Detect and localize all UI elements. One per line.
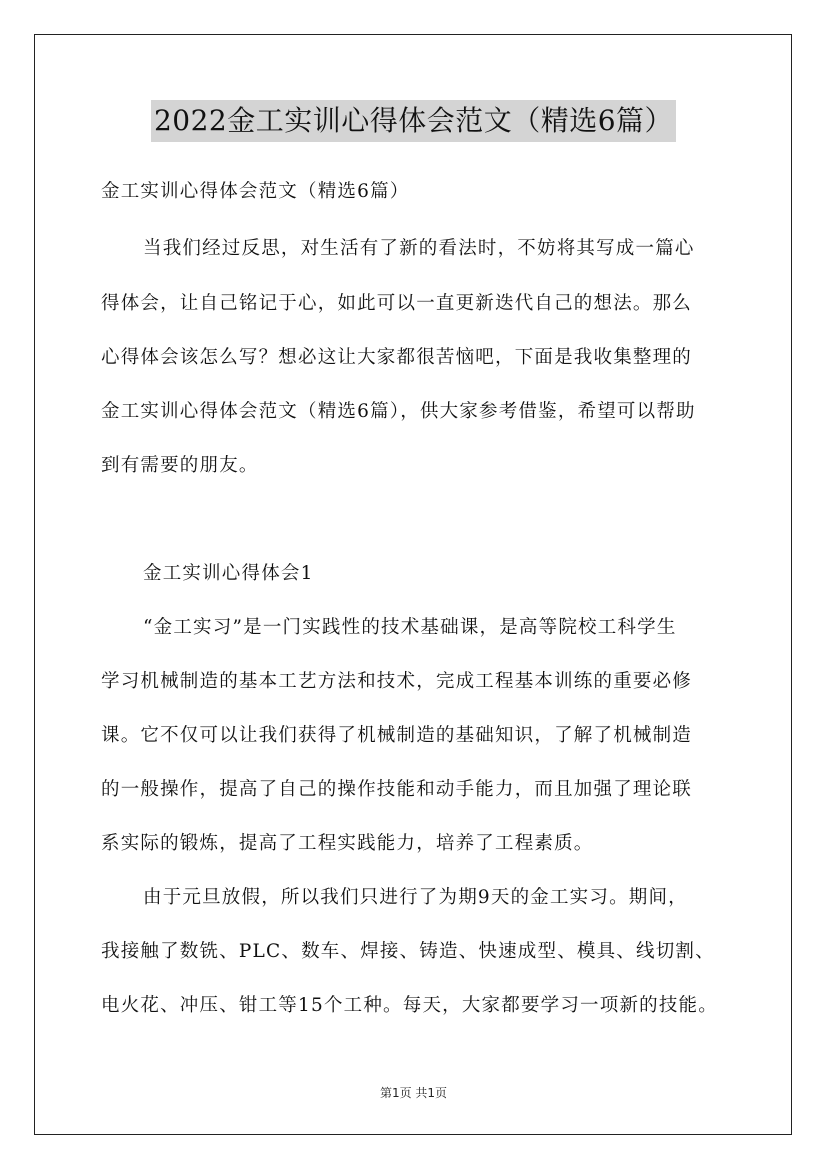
intro-line-4: 金工实训心得体会范文（精选6篇），供大家参考借鉴，希望可以帮助 xyxy=(101,401,696,422)
paragraph2-line-3: 电火花、冲压、钳工等15个工种。每天，大家都要学习一项新的技能。 xyxy=(101,995,718,1016)
paragraph-line-4: 的一般操作，提高了自己的操作技能和动手能力，而且加强了理论联 xyxy=(101,779,693,800)
intro-line-5: 到有需要的朋友。 xyxy=(101,455,259,476)
document-title: 2022金工实训心得体会范文（精选6篇） xyxy=(151,100,676,142)
paragraph-line-5: 系实际的锻炼，提高了工程实践能力，培养了工程素质。 xyxy=(101,833,594,854)
section-heading: 金工实训心得体会1 xyxy=(143,563,314,584)
paragraph2-line-1: 由于元旦放假，所以我们只进行了为期9天的金工实习。期间， xyxy=(143,887,688,908)
paragraph-line-3: 课。它不仅可以让我们获得了机械制造的基础知识，了解了机械制造 xyxy=(101,725,693,746)
intro-line-2: 得体会，让自己铭记于心，如此可以一直更新迭代自己的想法。那么 xyxy=(101,293,693,314)
intro-line-1: 当我们经过反思，对生活有了新的看法时，不妨将其写成一篇心 xyxy=(143,238,695,259)
paragraph-line-1: “金工实习”是一门实践性的技术基础课，是高等院校工科学生 xyxy=(143,617,677,638)
title-container xyxy=(0,100,827,142)
subtitle: 金工实训心得体会范文（精选6篇） xyxy=(101,181,410,202)
paragraph2-line-2: 我接触了数铣、PLC、数车、焊接、铸造、快速成型、模具、线切割、 xyxy=(101,941,715,962)
page-footer: 第1页 共1页 xyxy=(379,1086,448,1100)
paragraph-line-2: 学习机械制造的基本工艺方法和技术，完成工程基本训练的重要必修 xyxy=(101,671,693,692)
intro-line-3: 心得体会该怎么写？想必这让大家都很苦恼吧，下面是我收集整理的 xyxy=(101,347,693,368)
